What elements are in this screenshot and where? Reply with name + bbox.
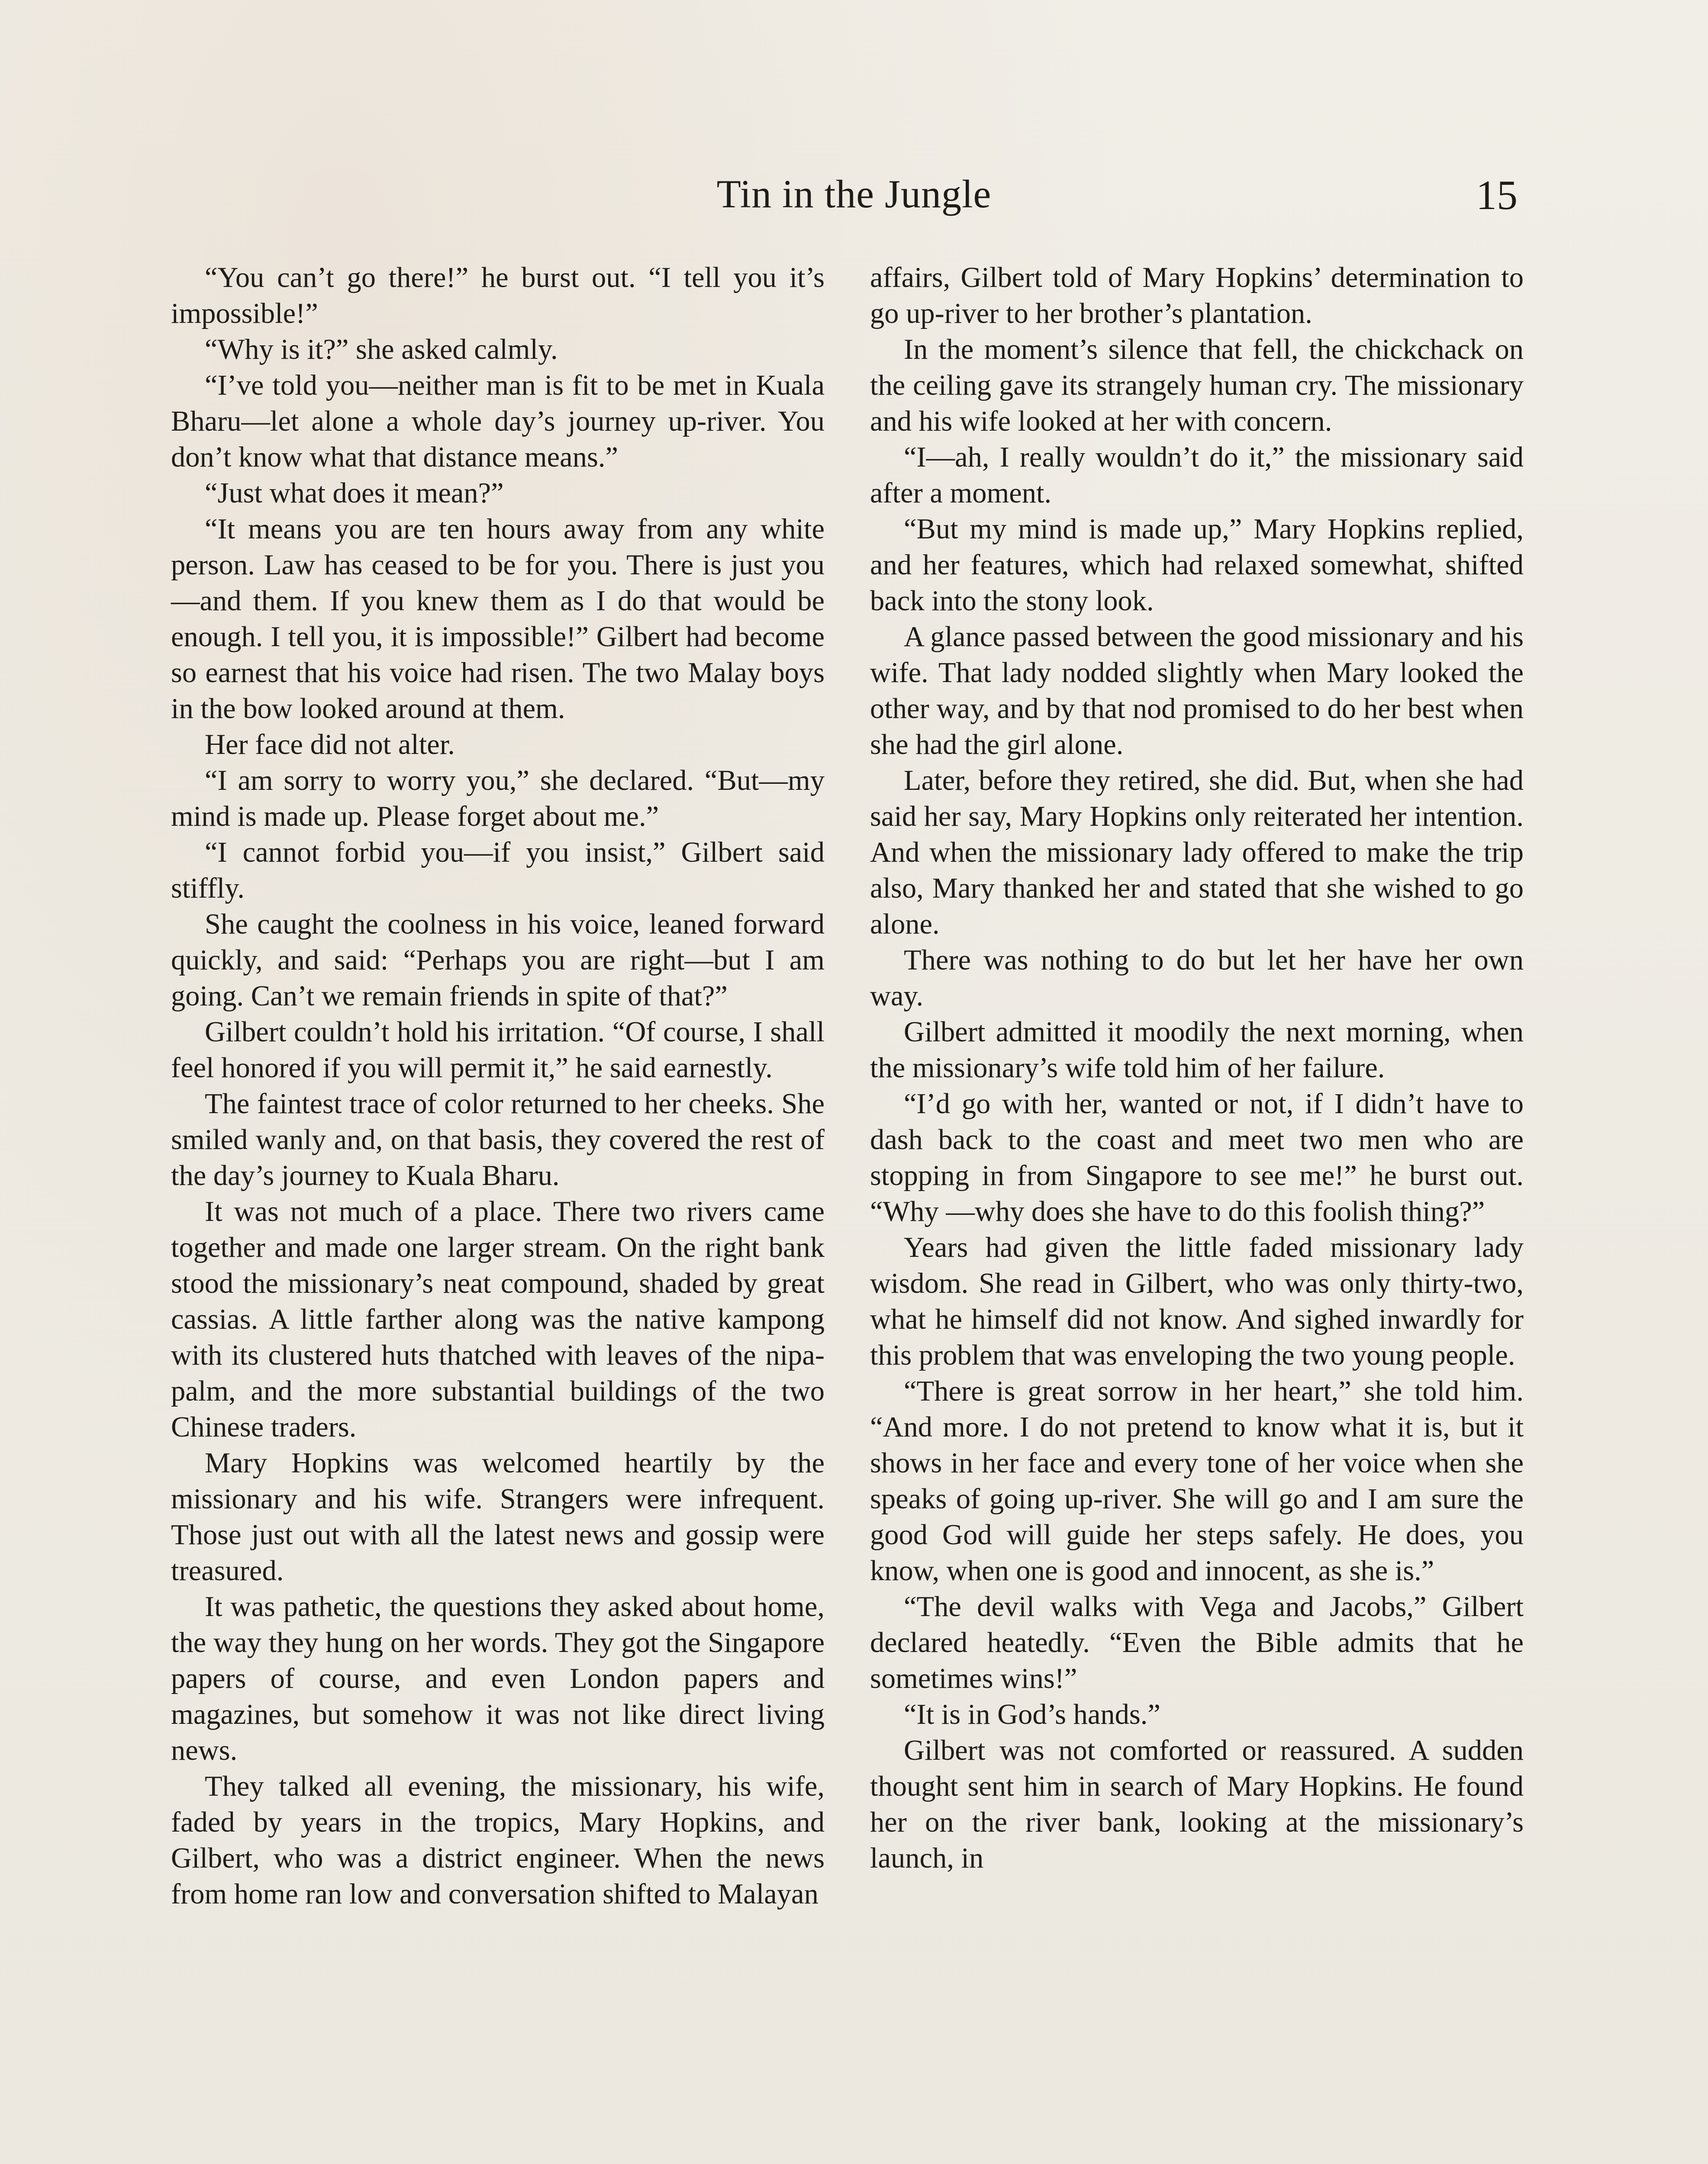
- paragraph: Mary Hopkins was welcomed heartily by the missionary and his wife. Strangers were infrequent. Those just out with all the latest news and gossip were treasured.: [171, 1447, 825, 1587]
- paragraph: It was pathetic, the questions they asked about home, the way they hung on her words. They got the Singapore papers of course, and even London papers and magazines, but somehow it was not like direct living news.: [171, 1591, 825, 1766]
- right-column: [870, 260, 1524, 2164]
- page-number: 15: [1476, 172, 1518, 218]
- paragraph: There was nothing to do but let her have her own way.: [870, 944, 1524, 1012]
- running-head: [0, 171, 1708, 236]
- left-column: [171, 260, 825, 2164]
- paragraph: “Just what does it mean?”: [205, 477, 504, 509]
- paragraph: “There is great sorrow in her heart,” she told him. “And more. I do not pretend to know what it is, but it shows in her face and every tone of her voice when she speaks of going up-river. She will go and I am sure the good God will guide her steps safely. He does, you know, when one is good and innocent, as she is.”: [870, 1375, 1524, 1587]
- running-title: Tin in the Jungle: [716, 172, 992, 216]
- paragraph: Gilbert admitted it moodily the next morning, when the missionary’s wife told him of her failure.: [870, 1016, 1524, 1084]
- paragraph: “The devil walks with Vega and Jacobs,” Gilbert declared heatedly. “Even the Bible admits that he sometimes wins!”: [870, 1591, 1524, 1694]
- paragraph: “It means you are ten hours away from any white person. Law has ceased to be for you. There is just you—and them. If you knew them as I do that would be enough. I tell you, it is impossible!” Gilbert had become so earnest that his voice had risen. The two Malay boys in the bow looked around at them.: [171, 513, 825, 725]
- paragraph: Her face did not alter.: [205, 729, 455, 760]
- paragraph: Years had given the little faded missionary lady wisdom. She read in Gilbert, who was only thirty-two, what he himself did not know. And sighed inwardly for this problem that was enveloping the two young people.: [870, 1232, 1524, 1371]
- paragraph: “But my mind is made up,” Mary Hopkins replied, and her features, which had relaxed somewhat, shifted back into the stony look.: [870, 513, 1524, 617]
- paragraph: “I am sorry to worry you,” she declared. “But—my mind is made up. Please forget about me.”: [171, 765, 825, 832]
- paragraph: The faintest trace of color returned to her cheeks. She smiled wanly and, on that basis, they covered the rest of the day’s journey to Kuala Bharu.: [171, 1088, 825, 1191]
- paragraph: She caught the coolness in his voice, leaned forward quickly, and said: “Perhaps you are right—but I am going. Can’t we remain friends in spite of that?”: [171, 908, 825, 1012]
- paragraph: “I’d go with her, wanted or not, if I didn’t have to dash back to the coast and meet two men who are stopping in from Singapore to see me!” he burst out. “Why —why does she have to do this foolish thing?”: [870, 1088, 1524, 1227]
- paragraph: It was not much of a place. There two rivers came together and made one larger stream. On the right bank stood the missionary’s neat compound, shaded by great cassias. A little farther along was the native kampong with its clustered huts thatched with leaves of the nipa-palm, and the more substantial buildings of the two Chinese traders.: [171, 1196, 825, 1443]
- paragraph: In the moment’s silence that fell, the chickchack on the ceiling gave its strangely human cry. The missionary and his wife looked at her with concern.: [870, 334, 1524, 437]
- paragraph: “Why is it?” she asked calmly.: [205, 334, 558, 365]
- paragraph-continuation: affairs, Gilbert told of Mary Hopkins’ determination to go up-river to her brother’s plantation.: [870, 262, 1524, 329]
- text-columns: [171, 260, 1524, 2164]
- paragraph: Later, before they retired, she did. But, when she had said her say, Mary Hopkins only reiterated her intention. And when the missionary lady offered to make the trip also, Mary thanked her and stated that she wished to go alone.: [870, 765, 1524, 940]
- paragraph: A glance passed between the good missionary and his wife. That lady nodded slightly when Mary looked the other way, and by that nod promised to do her best when she had the girl alone.: [870, 621, 1524, 760]
- paragraph: Gilbert was not comforted or reassured. A sudden thought sent him in search of Mary Hopkins. He found her on the river bank, looking at the missionary’s launch, in: [870, 1735, 1524, 1874]
- paragraph: Gilbert couldn’t hold his irritation. “Of course, I shall feel honored if you will permit it,” he said earnestly.: [171, 1016, 825, 1084]
- paragraph: “I cannot forbid you—if you insist,” Gilbert said stiffly.: [171, 837, 825, 904]
- paragraph: “I’ve told you—neither man is fit to be met in Kuala Bharu—let alone a whole day’s journey up-river. You don’t know what that distance means.”: [171, 370, 825, 473]
- paragraph: “It is in God’s hands.”: [904, 1699, 1160, 1730]
- paragraph: “You can’t go there!” he burst out. “I tell you it’s impossible!”: [171, 262, 825, 329]
- paragraph: They talked all evening, the missionary, his wife, faded by years in the tropics, Mary Hopkins, and Gilbert, who was a district engineer. When the news from home ran low and conversation shifted to Malayan: [171, 1771, 825, 1910]
- paragraph: “I—ah, I really wouldn’t do it,” the missionary said after a moment.: [870, 441, 1524, 509]
